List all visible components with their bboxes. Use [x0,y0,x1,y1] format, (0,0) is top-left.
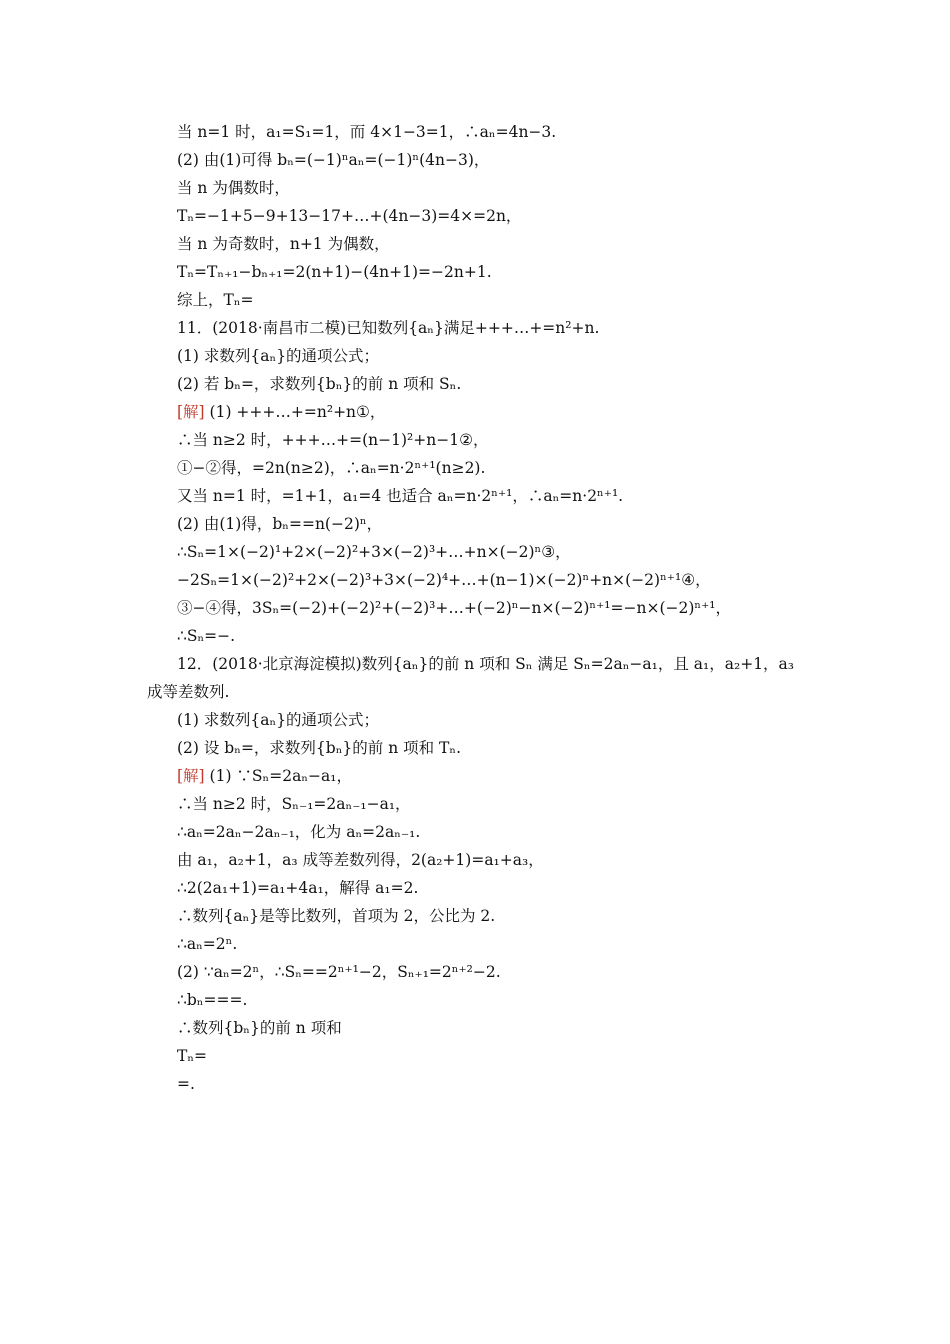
solution-text: (1) +++…+=n²+n①， [209,403,386,421]
solution-tag: [解] [177,403,205,421]
problem-11-solution-line: ①−②得，=2n(n≥2)，∴aₙ=n·2ⁿ⁺¹(n≥2). [177,459,486,477]
problem-12-question-1: (1) 求数列{aₙ}的通项公式； [177,711,380,729]
prev-solution-line: 当 n 为偶数时， [177,179,290,197]
problem-11-solution-line [177,402,385,422]
problem-11-solution-line: 又当 n=1 时，=1+1，a₁=4 也适合 aₙ=n·2ⁿ⁺¹，∴aₙ=n·2ⁿ⁺¹. [177,487,624,505]
problem-11-solution-line: ∴Sₙ=−. [177,627,236,645]
problem-11-question-2: (2) 若 bₙ=，求数列{bₙ}的前 n 项和 Sₙ. [177,375,462,393]
problem-12-solution-line: ∴当 n≥2 时，Sₙ₋₁=2aₙ₋₁−a₁， [177,795,411,813]
problem-12-solution-line [177,766,352,786]
problem-12-solution-line: ∴bₙ===. [177,991,248,1009]
prev-solution-line: Tₙ=−1+5−9+13−17+…+(4n−3)=4×=2n， [177,207,522,225]
problem-11-solution-line: ③−④得，3Sₙ=(−2)+(−2)²+(−2)³+…+(−2)ⁿ−n×(−2)ⁿ⁺¹=−n×(−2)ⁿ⁺¹， [177,599,732,617]
problem-11-solution-line: ∴当 n≥2 时，+++…+=(n−1)²+n−1②， [177,431,489,449]
prev-solution-line: Tₙ=Tₙ₊₁−bₙ₊₁=2(n+1)−(4n+1)=−2n+1. [177,263,492,281]
problem-12-solution-line: ∴aₙ=2ⁿ. [177,935,238,953]
problem-12-solution-line: (2) ∵aₙ=2ⁿ，∴Sₙ==2ⁿ⁺¹−2，Sₙ₊₁=2ⁿ⁺²−2. [177,963,501,981]
solution-text: (1) ∵Sₙ=2aₙ−a₁， [209,767,352,785]
problem-12-solution-line: ∴数列{aₙ}是等比数列，首项为 2，公比为 2. [177,907,496,925]
problem-12-solution-line: ∴2(2a₁+1)=a₁+4a₁，解得 a₁=2. [177,879,419,897]
problem-11-solution-line: −2Sₙ=1×(−2)²+2×(−2)³+3×(−2)⁴+…+(n−1)×(−2)ⁿ+n×(−2)ⁿ⁺¹④， [177,571,711,589]
problem-12-solution-line: 由 a₁，a₂+1，a₃ 成等差数列得，2(a₂+1)=a₁+a₃， [177,851,544,869]
prev-solution-line: 当 n=1 时，a₁=S₁=1，而 4×1−3=1，∴aₙ=4n−3. [177,123,557,141]
prev-solution-line: (2) 由(1)可得 bₙ=(−1)ⁿaₙ=(−1)ⁿ(4n−3)， [177,151,490,169]
problem-11-solution-line: (2) 由(1)得，bₙ==n(−2)ⁿ， [177,515,383,533]
problem-12-solution-line: ∴aₙ=2aₙ−2aₙ₋₁，化为 aₙ=2aₙ₋₁. [177,823,421,841]
problem-12-solution-line: ∴数列{bₙ}的前 n 项和 [177,1019,342,1037]
problem-12-stem: 12．(2018·北京海淀模拟)数列{aₙ}的前 n 项和 Sₙ 满足 Sₙ=2aₙ−a₁，且 a₁，a₂+1，a₃ [177,655,795,673]
prev-solution-line: 综上，Tₙ= [177,291,254,309]
problem-11-stem: 11．(2018·南昌市二模)已知数列{aₙ}满足+++…+=n²+n. [177,319,600,337]
problem-12-question-2: (2) 设 bₙ=，求数列{bₙ}的前 n 项和 Tₙ. [177,739,462,757]
problem-12-stem-continued: 成等差数列. [147,683,230,701]
problem-11-question-1: (1) 求数列{aₙ}的通项公式； [177,347,380,365]
prev-solution-line: 当 n 为奇数时，n+1 为偶数， [177,235,390,253]
solution-tag: [解] [177,767,205,785]
problem-11-solution-line: ∴Sₙ=1×(−2)¹+2×(−2)²+3×(−2)³+…+n×(−2)ⁿ③， [177,543,571,561]
problem-12-solution-line: Tₙ= [177,1047,208,1065]
problem-12-solution-line: =. [177,1075,195,1093]
